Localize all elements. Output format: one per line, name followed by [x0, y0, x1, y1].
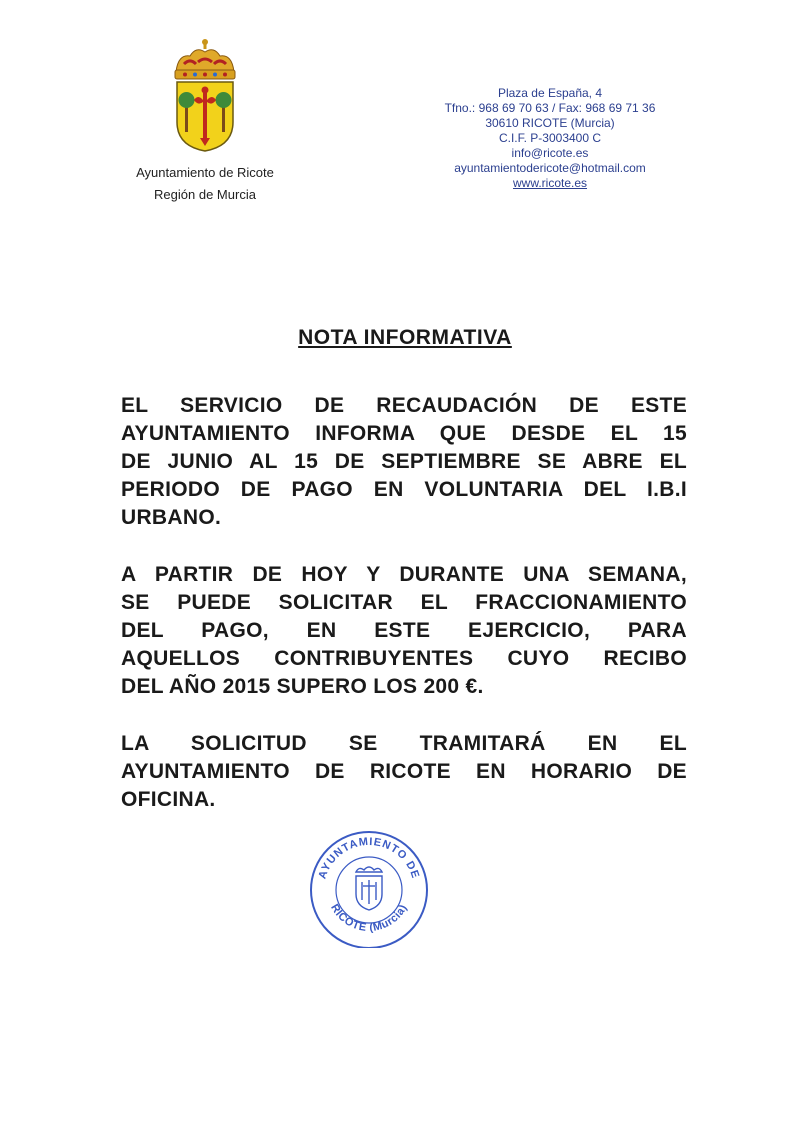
stamp-crest-icon — [356, 867, 382, 910]
paragraph-line: AYUNTAMIENTO INFORMA QUE DESDE EL 15 — [121, 422, 687, 445]
paragraph-line: DEL AÑO 2015 SUPERO LOS 200 €. — [121, 675, 484, 698]
official-stamp — [304, 828, 434, 948]
crown-icon — [175, 39, 235, 79]
organization-block — [120, 162, 290, 206]
contact-email-hotmail: ayuntamientodericote@hotmail.com — [454, 161, 646, 175]
paragraph-line: AYUNTAMIENTO DE RICOTE EN HORARIO DE — [121, 760, 687, 783]
contact-phone-fax: Tfno.: 968 69 70 63 / Fax: 968 69 71 36 — [444, 101, 656, 115]
stamp-top-text: AYUNTAMIENTO DE — [316, 835, 422, 881]
paragraph-line: A PARTIR DE HOY Y DURANTE UNA SEMANA, — [121, 563, 687, 586]
contact-email-info: info@ricote.es — [511, 146, 589, 160]
paragraph-recaudacion — [121, 392, 687, 532]
contact-block — [420, 86, 680, 191]
paragraph-line: LA SOLICITUD SE TRAMITARÁ EN EL — [121, 732, 687, 755]
document-title: NOTA INFORMATIVA — [298, 326, 512, 349]
paragraph-line: DE JUNIO AL 15 DE SEPTIEMBRE SE ABRE EL — [121, 450, 687, 473]
contact-address: Plaza de España, 4 — [497, 86, 603, 100]
org-name: Ayuntamiento de Ricote — [136, 165, 274, 180]
paragraph-line: SE PUEDE SOLICITAR EL FRACCIONAMIENTO — [121, 591, 687, 614]
svg-text:RICOTE (Murcia) — [328, 902, 410, 934]
contact-cif: C.I.F. P-3003400 C — [498, 131, 602, 145]
paragraph-line: EL SERVICIO DE RECAUDACIÓN DE ESTE — [121, 394, 687, 417]
svg-text:AYUNTAMIENTO DE — [317, 836, 422, 881]
paragraph-line: OFICINA. — [121, 788, 216, 811]
coat-of-arms-logo — [160, 34, 250, 154]
shield-icon — [177, 82, 233, 151]
org-region: Región de Murcia — [154, 187, 256, 202]
paragraph-line: PERIODO DE PAGO EN VOLUNTARIA DEL I.B.I — [121, 478, 687, 501]
paragraph-fraccionamiento — [121, 561, 687, 701]
contact-city: 30610 RICOTE (Murcia) — [485, 116, 615, 130]
paragraph-line: URBANO. — [121, 506, 222, 529]
contact-website-link[interactable]: www.ricote.es — [512, 176, 588, 190]
paragraph-line: DEL PAGO, EN ESTE EJERCICIO, PARA — [121, 619, 687, 642]
stamp-bottom-text: RICOTE (Murcia) — [328, 902, 410, 934]
paragraph-line: AQUELLOS CONTRIBUYENTES CUYO RECIBO — [121, 647, 687, 670]
paragraph-solicitud — [121, 730, 687, 814]
